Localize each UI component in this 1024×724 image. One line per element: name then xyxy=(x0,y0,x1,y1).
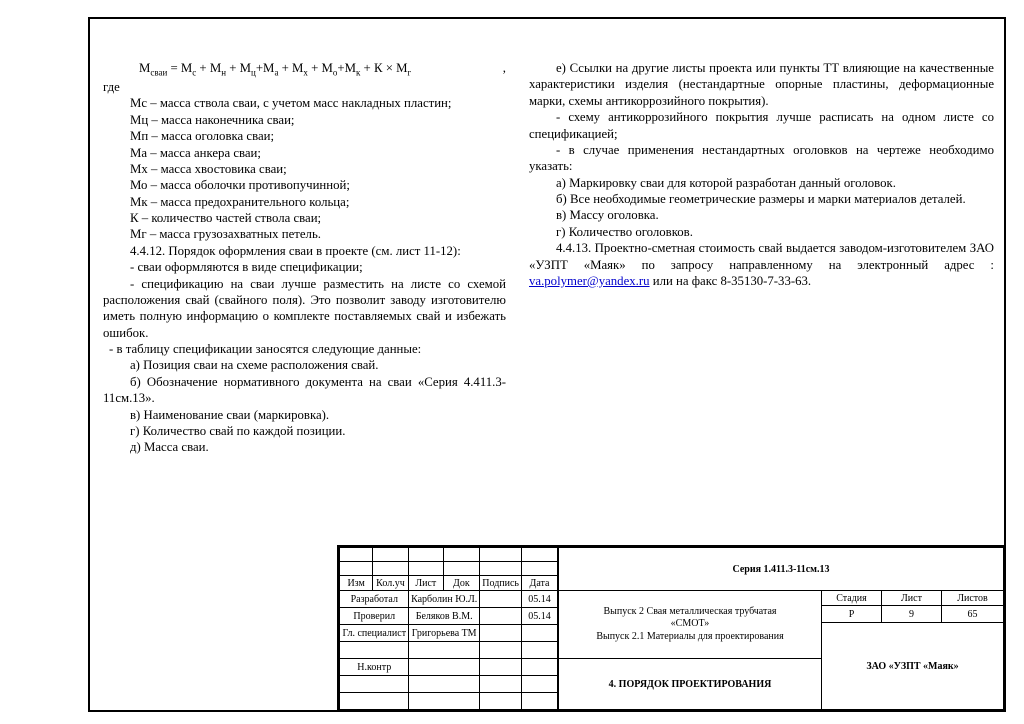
formula-where-label: где xyxy=(103,80,120,94)
date-cell: 05.14 xyxy=(522,608,558,625)
name-karbolin: Карболин Ю.Л. xyxy=(409,591,480,608)
head-item-b: б) Все необходимые геометрические размеры и марки материалов деталей. xyxy=(556,192,966,206)
signature-cell xyxy=(480,625,522,642)
contact-text-after: или на факс 8-35130-7-33-63. xyxy=(649,273,812,288)
titleblock-empty-cell xyxy=(372,548,408,562)
titleblock-empty-cell xyxy=(480,659,522,676)
spec-item-a: а) Позиция сваи на схеме расположения свай. xyxy=(130,358,379,373)
head-item-v: в) Массу оголовка. xyxy=(556,208,659,223)
titleblock-empty-cell xyxy=(372,562,408,576)
title-block xyxy=(337,545,1004,710)
definition-mp: Мп – масса оголовка сваи; xyxy=(130,129,275,144)
sheet-number: 9 xyxy=(882,606,942,623)
titleblock-empty-cell xyxy=(340,548,372,562)
coating-note: - схему антикоррозийного покрытия лучше расписать на одном листе со спецификацией; xyxy=(529,110,994,141)
definition-mk: Мк – масса предохранительного кольца; xyxy=(130,194,350,209)
titleblock-empty-cell xyxy=(522,676,558,693)
document-title xyxy=(559,591,822,659)
definition-mo: Мо – масса оболочки противопучинной; xyxy=(130,178,350,193)
spec-item-g: г) Количество свай по каждой позиции. xyxy=(130,423,346,438)
drawing-frame xyxy=(88,17,1006,712)
definition-ma: Ма – масса анкера сваи; xyxy=(130,145,261,160)
email-link[interactable]: va.polymer@yandex.ru xyxy=(529,273,650,288)
signature-cell xyxy=(480,608,522,625)
titleblock-empty-cell xyxy=(409,548,443,562)
right-column xyxy=(529,60,994,289)
titleblock-empty-cell xyxy=(340,562,372,576)
role-nkontr: Н.контр xyxy=(340,659,409,676)
contact-text-before: 4.4.13. Проектно-сметная стоимость свай выдается заводом-изготовителем ЗАО «УЗПТ «Маяк» по запросу направленному на электронный адрес : xyxy=(529,241,994,272)
formula-body: $М_{сваи} = М_с + М_н + М_ц+М_а + М_х + М_о+М_к + К \times М_г$ xyxy=(139,61,412,78)
head-item-a: а) Маркировку сваи для которой разработан данный оголовок. xyxy=(556,175,896,190)
titleblock-empty-cell xyxy=(522,693,558,710)
spec-item-e: е) Ссылки на другие листы проекта или пункты ТТ влияющие на качественные характеристики изделия (нестандартные опорные пластины, деформационные марки, схемы антикоррозийного покрытия). xyxy=(529,61,994,108)
name-grigoryeva: Григорьева ТМ xyxy=(409,625,480,642)
clause-4-4-12: 4.4.12. Порядок оформления сваи в проекте (см. лист 11-12): xyxy=(130,243,461,258)
pile-mass-formula xyxy=(103,60,506,79)
titleblock-empty-cell xyxy=(443,548,480,562)
sheets-header: Листов xyxy=(942,591,1004,606)
name-belyakov: Беляков В.М. xyxy=(409,608,480,625)
organization-name: ЗАО «УЗПТ «Маяк» xyxy=(822,623,1004,710)
titleblock-empty-cell xyxy=(522,642,558,659)
spec-note-1: - сваи оформляются в виде спецификации; xyxy=(130,260,363,275)
signature-table xyxy=(339,547,558,710)
column-data: Дата xyxy=(522,576,558,591)
definition-k: К – количество частей ствола сваи; xyxy=(130,211,322,225)
sheet-header: Лист xyxy=(882,591,942,606)
head-item-g: г) Количество оголовков. xyxy=(556,224,693,239)
clause-4-4-13 xyxy=(529,240,994,289)
series-designation: Серия 1.411.3-11см.13 xyxy=(559,548,1004,591)
date-cell: 05.14 xyxy=(522,591,558,608)
nonstandard-heads-note: - в случае применения нестандартных оголовков на чертеже необходимо указать: xyxy=(529,142,994,174)
titleblock-empty-cell xyxy=(340,676,409,693)
titleblock-empty-cell xyxy=(409,659,480,676)
titleblock-empty-cell xyxy=(480,693,522,710)
titleblock-empty-cell xyxy=(480,562,522,576)
role-proveril: Проверил xyxy=(340,608,409,625)
formula-tail: , xyxy=(502,61,506,75)
titleblock-empty-cell xyxy=(409,676,480,693)
titleblock-empty-cell xyxy=(480,676,522,693)
role-empty xyxy=(340,642,409,659)
column-podpis: Подпись xyxy=(480,576,522,591)
titleblock-empty-cell xyxy=(409,562,443,576)
titleblock-empty-cell xyxy=(522,562,558,576)
date-cell xyxy=(522,625,558,642)
definition-ms: Мс – масса ствола сваи, с учетом масс накладных пластин; xyxy=(130,96,452,111)
section-title: 4. ПОРЯДОК ПРОЕКТИРОВАНИЯ xyxy=(559,659,822,710)
spec-item-d: д) Масса сваи. xyxy=(130,440,209,455)
left-column xyxy=(103,60,506,456)
signature-cell xyxy=(480,591,522,608)
document-title-line-2: «СМОТ» xyxy=(670,618,710,630)
definition-mx: Мх – масса хвостовика сваи; xyxy=(130,161,287,176)
spec-item-v: в) Наименование сваи (маркировка). xyxy=(130,407,330,422)
titleblock-empty-cell xyxy=(340,693,409,710)
column-dok: Док xyxy=(443,576,480,591)
titleblock-empty-cell xyxy=(409,693,480,710)
definition-mc: Мц – масса наконечника сваи; xyxy=(130,112,295,127)
titleblock-empty-cell xyxy=(480,642,522,659)
titleblock-empty-cell xyxy=(522,548,558,562)
role-razrabotal: Разработал xyxy=(340,591,409,608)
column-list: Лист xyxy=(409,576,443,591)
definition-mg: Мг – масса грузозахватных петель. xyxy=(130,227,321,242)
titleblock-empty-cell xyxy=(409,642,480,659)
column-koluch: Кол.уч xyxy=(372,576,408,591)
document-title-line-3: Выпуск 2.1 Материалы для проектирования xyxy=(596,630,784,642)
sheets-total: 65 xyxy=(942,606,1004,623)
document-info-table xyxy=(558,547,1004,710)
spec-item-b: б) Обозначение нормативного документа на сваи «Серия 4.411.3-11см.13». xyxy=(103,374,506,406)
column-izm: Изм xyxy=(340,576,372,591)
titleblock-empty-cell xyxy=(480,548,522,562)
document-title-line-1: Выпуск 2 Свая металлическая трубчатая xyxy=(603,605,777,617)
spec-table-intro: - в таблицу спецификации заносятся следующие данные: xyxy=(109,342,422,356)
stage-value: Р xyxy=(822,606,882,623)
titleblock-empty-cell xyxy=(443,562,480,576)
stage-header: Стадия xyxy=(822,591,882,606)
role-gl-specialist: Гл. специалист xyxy=(340,625,409,642)
spec-note-2: - спецификацию на сваи лучше разместить на листе со схемой расположения свай (свайного поля). Это позволит заводу изготовителю иметь полную информацию о комплекте поставляемых свай и избежать ошибок. xyxy=(103,276,506,340)
titleblock-empty-cell xyxy=(522,659,558,676)
